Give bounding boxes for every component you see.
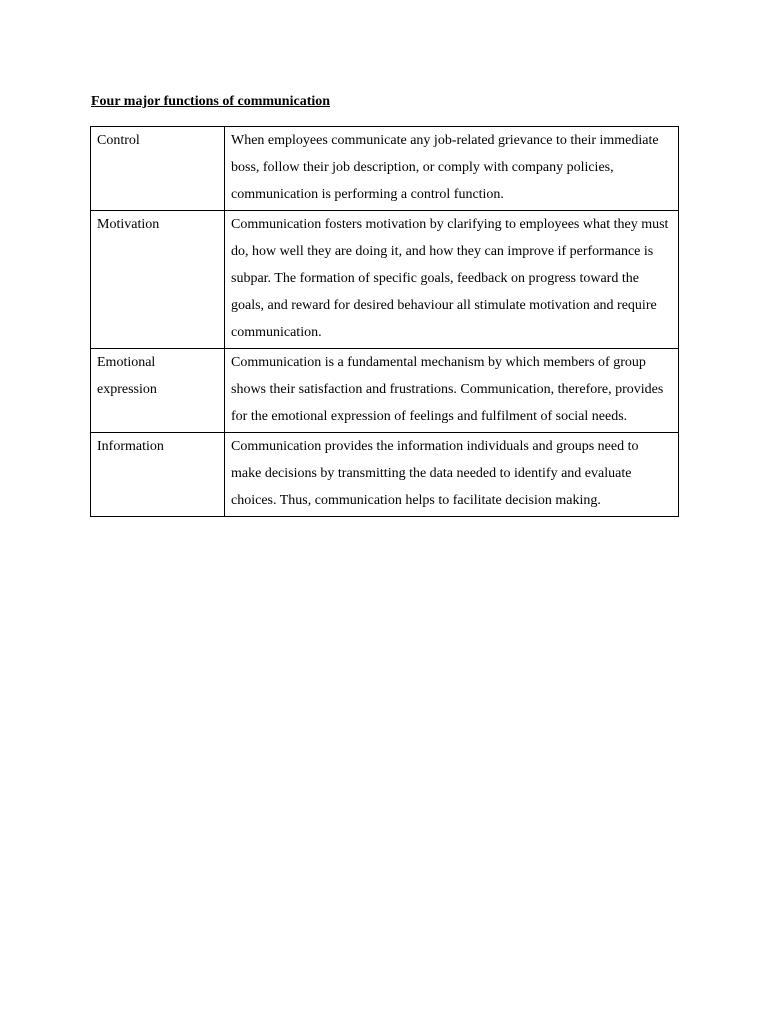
table-row [91,433,679,517]
function-term: Information [91,433,225,517]
function-description: Communication is a fundamental mechanism by which members of group shows their satisfaction and frustrations. Communication, therefore, provides for the emotional expression of feelings and fulfilment of social needs. [225,349,679,433]
function-description: Communication provides the information individuals and groups need to make decisions by transmitting the data needed to identify and evaluate choices. Thus, communication helps to facilitate decision making. [225,433,679,517]
document-title: Four major functions of communication [91,94,331,109]
table-row [91,211,679,349]
function-term: Control [91,127,225,211]
function-description: When employees communicate any job-related grievance to their immediate boss, follow their job description, or comply with company policies, communication is performing a control function. [225,127,679,211]
function-term: Motivation [91,211,225,349]
table-row [91,127,679,211]
functions-table [90,126,679,517]
function-description: Communication fosters motivation by clarifying to employees what they must do, how well they are doing it, and how they can improve if performance is subpar. The formation of specific goals, feedback on progress toward the goals, and reward for desired behaviour all stimulate motivation and require communication. [225,211,679,349]
table-row [91,349,679,433]
function-term: Emotional expression [91,349,225,433]
